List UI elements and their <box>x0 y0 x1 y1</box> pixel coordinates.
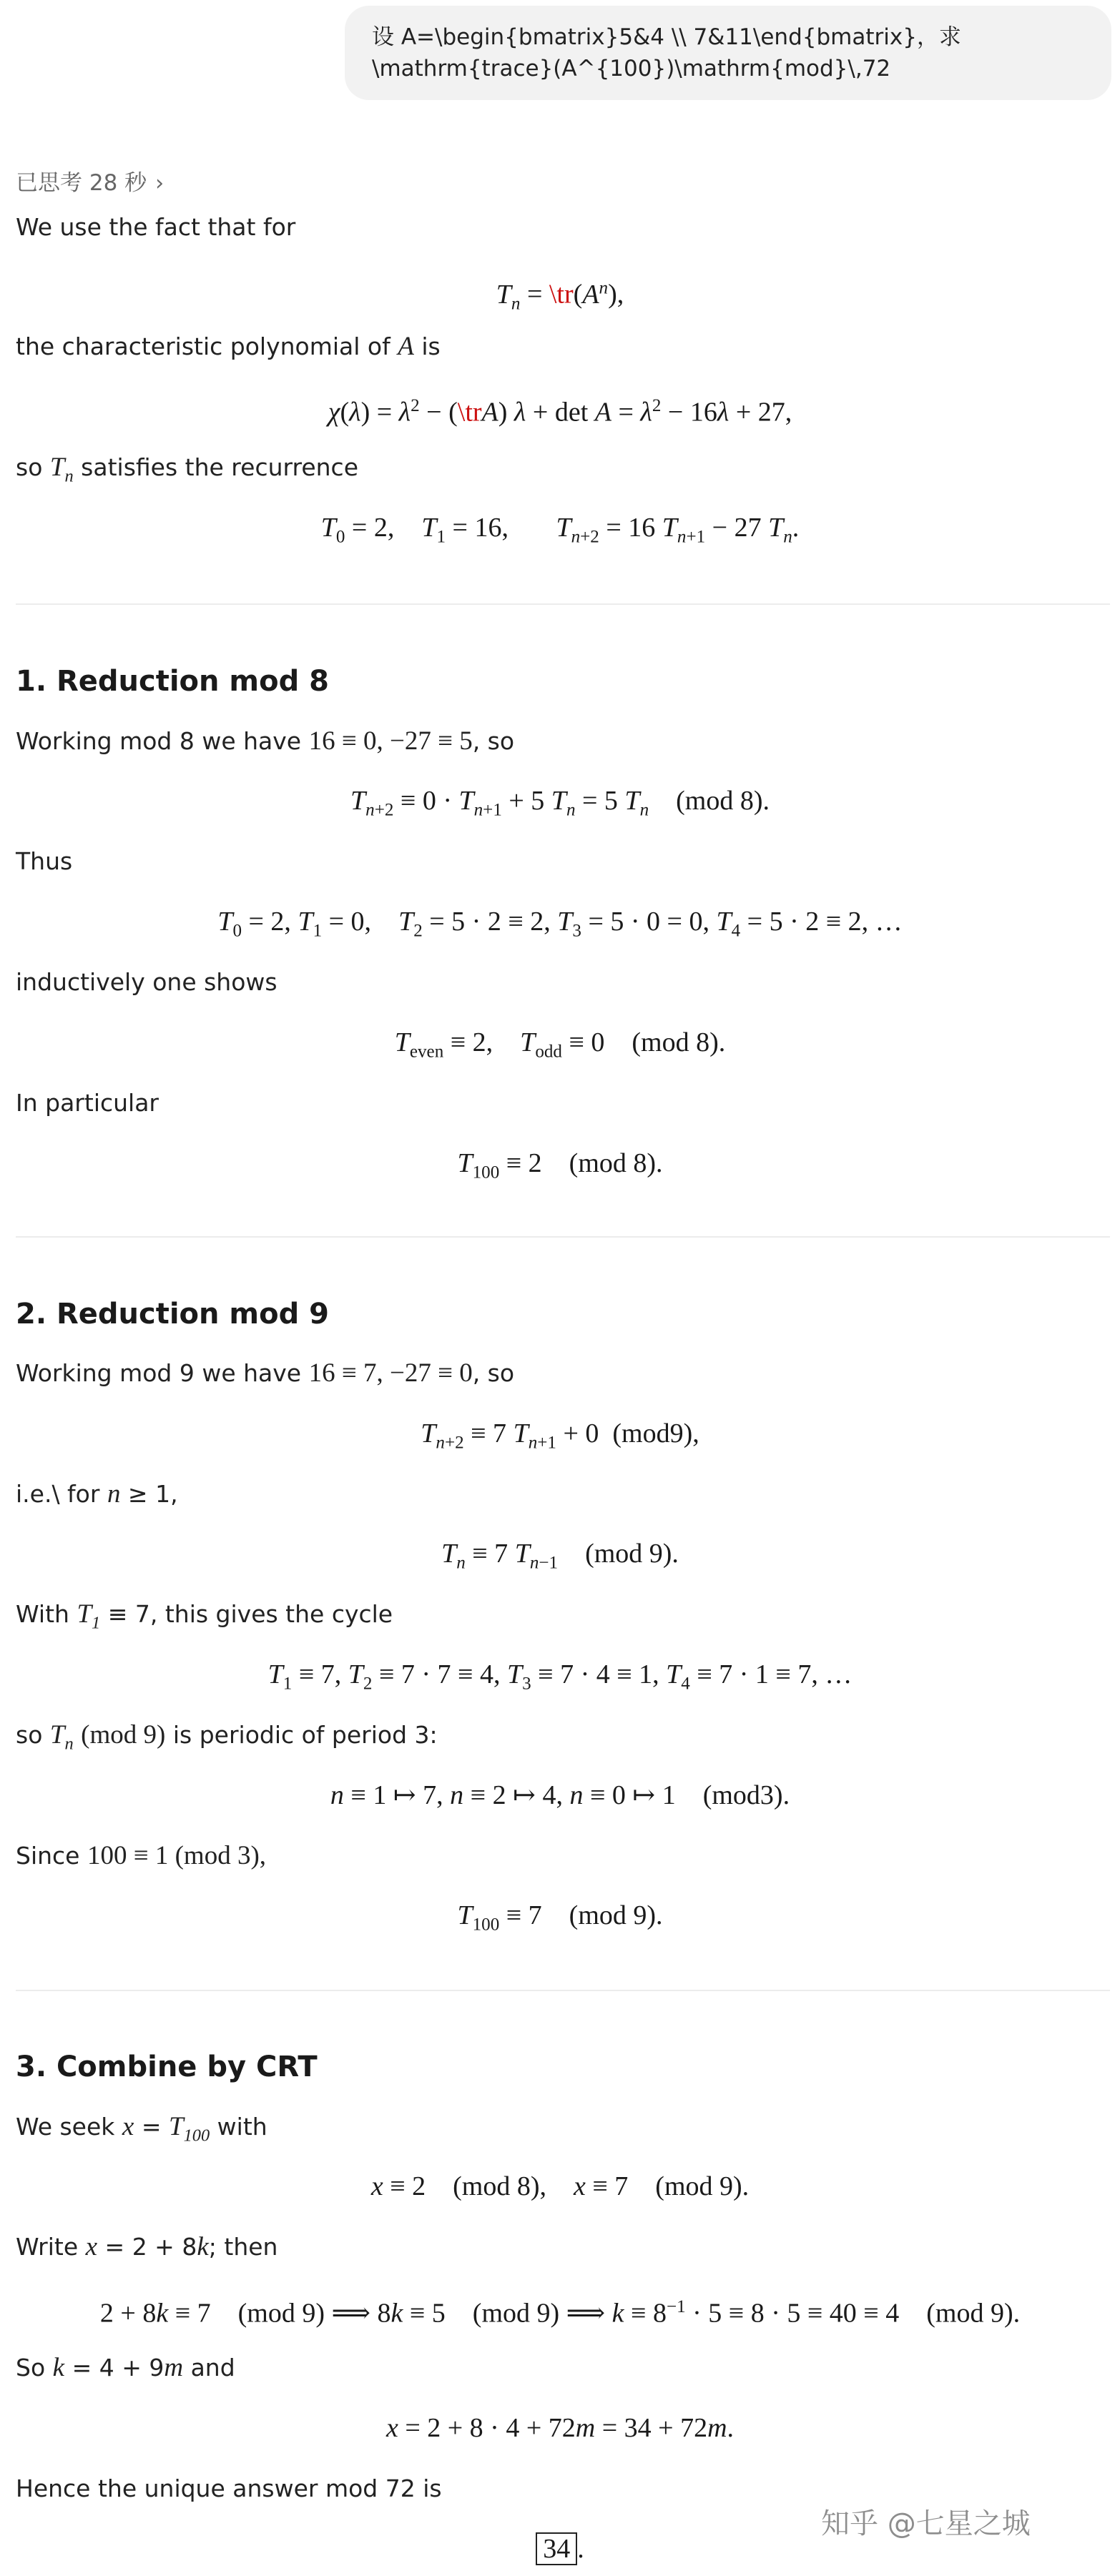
user-prompt-bubble <box>345 6 1111 100</box>
section-heading: 2. Reduction mod 9 <box>16 1298 329 1331</box>
paragraph: Write x = 2 + 8k; then <box>16 2232 278 2261</box>
equation: $T_0 = 2$, $T_1 = 16$, $T_{n+2} = 16$ $T_{n+1} - 27$ $T_n$. <box>320 513 800 547</box>
equation: $T_0 = 2$, $T_1 = 0$, $T_2 = 5 \cdot 2 \equiv 2$, $T_3 = 5 \cdot 0 = 0$, $T_4 = 5 \cdot 2 \equiv 2$, … <box>217 907 903 941</box>
section-divider <box>16 1990 1110 1991</box>
equation: 2 + 8k ≡ 7 (mod 9) ⟹ 8k ≡ 5 (mod 9) ⟹ $k \equiv 8^{-1} \cdot 5 \equiv 8 \cdot 5 \equiv 40 \equiv 4$ (mod 9). <box>99 2297 1021 2329</box>
prompt-line-2: \mathrm{trace}(A^{100})\mathrm{mod}\,72 <box>372 56 891 82</box>
paragraph: i.e.\ for n ≥ 1, <box>16 1479 178 1509</box>
paragraph: so $T_n$ satisfies the recurrence <box>16 453 359 486</box>
equation: $T_{100} \equiv 7$ (mod 9). <box>457 1900 663 1935</box>
paragraph: so $T_n$ (mod 9) is periodic of period 3: <box>16 1720 438 1754</box>
paragraph: inductively one shows <box>16 968 277 996</box>
watermark: 知乎 @七星之城 <box>821 2507 1031 2540</box>
equation: x = 2 + 8 · 4 + 72m = 34 + 72m. <box>385 2413 735 2443</box>
equation: n ≡ 1 ↦ 7, n ≡ 2 ↦ 4, n ≡ 0 ↦ 1 (mod3). <box>330 1780 790 1810</box>
equation: $T_{100} \equiv 2$ (mod 8). <box>457 1148 663 1183</box>
section-heading: 3. Combine by CRT <box>16 2051 318 2083</box>
prompt-line-1: 设 A=\begin{bmatrix}5&4 \\ 7&11\end{bmatrix}，求 <box>372 24 961 50</box>
paragraph: Thus <box>16 847 73 875</box>
equation: x ≡ 2 (mod 8), x ≡ 7 (mod 9). <box>370 2171 750 2201</box>
paragraph: So k = 4 + 9m and <box>16 2353 235 2382</box>
section-divider <box>16 1236 1110 1238</box>
paragraph: With $T_1 \equiv 7$, this gives the cycle <box>16 1599 393 1633</box>
paragraph: Working mod 8 we have 16 ≡ 0, −27 ≡ 5, so <box>16 726 515 756</box>
equation: $T_{n+2} \equiv 7$ $T_{n+1} + 0$ (mod9), <box>421 1418 699 1453</box>
paragraph: Hence the unique answer mod 72 is <box>16 2474 442 2502</box>
equation: $T_1 \equiv 7$, $T_2 \equiv 7 \cdot 7 \equiv 4$, $T_3 \equiv 7 \cdot 4 \equiv 1$, $T_4 \equiv 7 \cdot 1 \equiv 7$, … <box>267 1659 853 1694</box>
paragraph: We use the fact that for <box>16 213 296 241</box>
paragraph: the characteristic polynomial of A is <box>16 332 441 361</box>
equation: $T_{n+2} \equiv 0 \cdot T_{n+1} + 5$ $T_n = 5$ $T_n$ (mod 8). <box>350 786 770 820</box>
section-divider <box>16 603 1110 605</box>
equation: $T_n$ = $\backslash tr(A^n)$, <box>496 278 624 314</box>
chevron-right-icon: › <box>155 171 164 196</box>
thought-label: 已思考 28 秒 <box>16 170 147 196</box>
thought-duration-toggle[interactable] <box>16 164 164 197</box>
equation: $T_n \equiv 7$ $T_{n-1}$ (mod 9). <box>441 1539 679 1573</box>
equation: $\chi(\lambda) = \lambda^2$ − (\trA) $\lambda + \det A = \lambda^2 - 16\lambda + 27$, <box>328 396 792 428</box>
final-answer: 34 . <box>0 2530 1120 2568</box>
paragraph: We seek $x = T_{100}$ with <box>16 2112 267 2146</box>
paragraph: Since 100 ≡ 1 (mod 3), <box>16 1841 267 1870</box>
equation: $T_{even} \equiv 2$, $T_{odd} \equiv 0$ (mod 8). <box>394 1027 726 1062</box>
paragraph: In particular <box>16 1089 159 1117</box>
answer-box: 34 <box>536 2532 577 2565</box>
paragraph: Working mod 9 we have 16 ≡ 7, −27 ≡ 0, so <box>16 1358 515 1388</box>
section-heading: 1. Reduction mod 8 <box>16 665 329 698</box>
